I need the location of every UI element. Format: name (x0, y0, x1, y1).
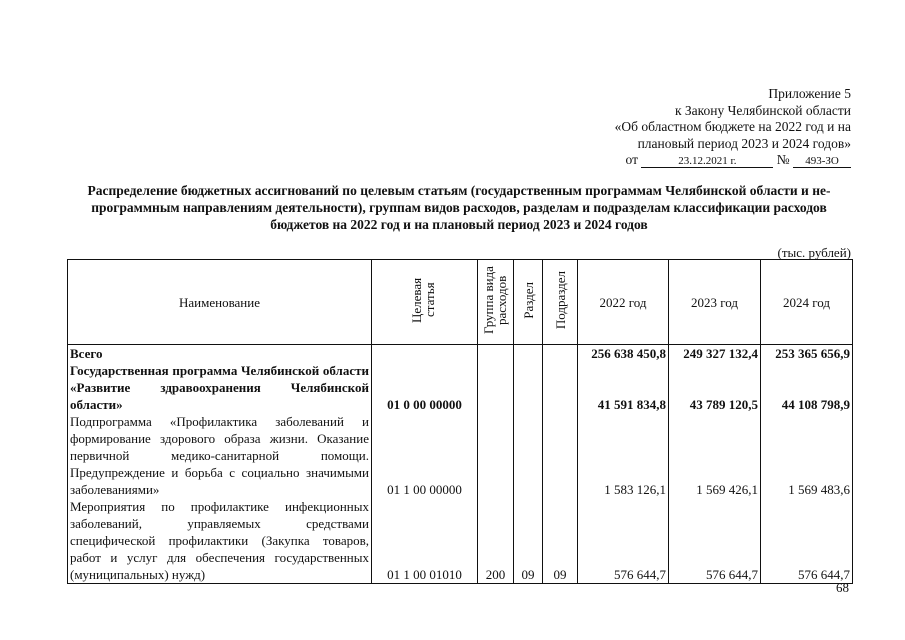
annex-date-line (615, 152, 851, 169)
annex-law: к Закону Челябинской области (674, 102, 851, 118)
row-2022: 41 591 834,8 (578, 362, 669, 413)
page-number: 68 (836, 580, 849, 595)
row-2022: 256 638 450,8 (578, 345, 669, 363)
header-group: Группа вида расходов (478, 260, 514, 345)
annex-from-label: от (625, 152, 638, 167)
row-target: 01 1 00 01010 (372, 498, 478, 584)
row-2024: 1 569 483,6 (761, 413, 853, 498)
row-group (478, 345, 514, 363)
table-row (68, 413, 853, 498)
row-subsection: 09 (543, 498, 578, 584)
document-title-line-1: Распределение бюджетных ассигнований по целевым статьям (государственным программам Челябинской области и не- (87, 183, 831, 198)
annex-date: 23.12.2021 г. (641, 155, 773, 168)
header-target: Целевая статья (372, 260, 478, 345)
row-subsection (543, 345, 578, 363)
row-subsection (543, 413, 578, 498)
header-subsection: Подраздел (543, 260, 578, 345)
table-row (68, 362, 853, 413)
header-2023: 2023 год (669, 260, 761, 345)
row-subsection (543, 362, 578, 413)
table-row (68, 345, 853, 363)
row-section (514, 413, 543, 498)
row-2024: 576 644,7 (761, 498, 853, 584)
header-name: Наименование (68, 260, 372, 345)
row-group (478, 413, 514, 498)
budget-table (67, 259, 853, 584)
row-target (372, 345, 478, 363)
table-header-row (68, 260, 853, 345)
row-2023: 249 327 132,4 (669, 345, 761, 363)
row-name: Мероприятия по профилактике инфекционных заболеваний, управляемых средствами специфической профилактики (Закупка товаров, работ и услуг для обеспечения государственных (муниципальных) нужд) (68, 498, 372, 584)
row-section: 09 (514, 498, 543, 584)
header-2024: 2024 год (761, 260, 853, 345)
document-title-line-2: программным направлениям деятельности), группам видов расходов, разделам и подразделам классификации расходов (91, 200, 827, 215)
row-group (478, 362, 514, 413)
row-2022: 1 583 126,1 (578, 413, 669, 498)
row-section (514, 362, 543, 413)
annex-law-title-2: плановый период 2023 и 2024 годов» (637, 135, 851, 151)
row-target: 01 0 00 00000 (372, 362, 478, 413)
annex-title: Приложение 5 (768, 86, 851, 101)
annex-block (615, 86, 851, 169)
annex-number: 493-ЗО (793, 155, 851, 168)
units-label: (тыс. рублей) (777, 245, 851, 260)
header-section: Раздел (514, 260, 543, 345)
row-target: 01 1 00 00000 (372, 413, 478, 498)
row-name: Подпрограмма «Профилактика заболеваний и формирование здорового образа жизни. Оказание первичной медико-санитарной помощи. Предупреждение и борьба с социально значимыми заболеваниями» (68, 413, 372, 498)
row-name: Всего (68, 345, 372, 363)
row-2022: 576 644,7 (578, 498, 669, 584)
row-2024: 253 365 656,9 (761, 345, 853, 363)
document-title (66, 182, 852, 233)
row-2023: 43 789 120,5 (669, 362, 761, 413)
row-2023: 1 569 426,1 (669, 413, 761, 498)
annex-law-title-1: «Об областном бюджете на 2022 год и на (614, 119, 851, 134)
row-2023: 576 644,7 (669, 498, 761, 584)
row-group: 200 (478, 498, 514, 584)
header-2022: 2022 год (578, 260, 669, 345)
row-2024: 44 108 798,9 (761, 362, 853, 413)
document-title-line-3: бюджетов на 2022 год и на плановый период 2023 и 2024 годов (270, 217, 648, 232)
annex-number-label: № (776, 152, 790, 167)
row-name: Государственная программа Челябинской области «Развитие здравоохранения Челябинской области» (68, 362, 372, 413)
table-row (68, 498, 853, 584)
row-section (514, 345, 543, 363)
